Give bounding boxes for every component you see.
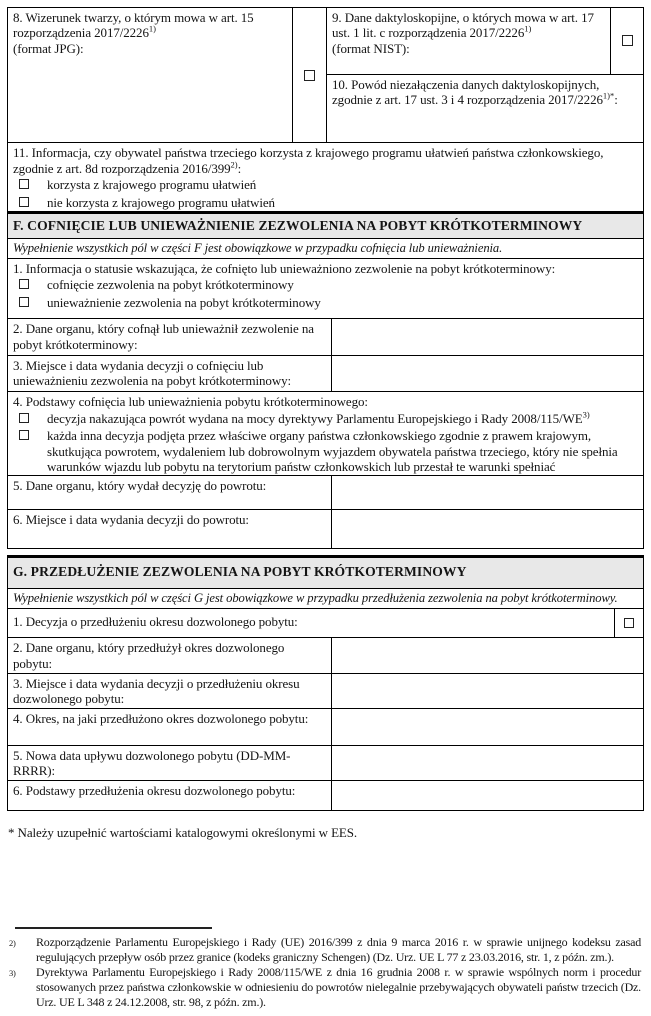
field-g2-text: 2. Dane organu, który przedłużył okres dozwolonego pobytu:	[13, 640, 285, 671]
field-g5-input[interactable]	[332, 746, 643, 781]
row-g1	[7, 608, 644, 639]
option-withdrawal[interactable]	[8, 276, 643, 294]
footnote-3-marker: 3)	[9, 967, 16, 978]
section-f-title: F. COFNIĘCIE LUB UNIEWAŻNIENIE ZEZWOLENIA NA POBYT KRÓTKOTERMINOWY	[13, 217, 583, 233]
field-g1-label	[8, 609, 614, 638]
not-uses-programme-checkbox[interactable]	[19, 197, 29, 207]
field-f5-input[interactable]	[332, 476, 643, 509]
annulment-checkbox[interactable]	[19, 297, 29, 307]
option-label	[47, 411, 590, 427]
field-8-checkbox[interactable]	[304, 70, 315, 81]
field-8-superscript: 1)	[148, 23, 156, 34]
field-f1-text: 1. Informacja o statusie wskazująca, że cofnięto lub unieważniono zezwolenie na pobyt krótkoterminowy:	[13, 260, 556, 276]
section-f-note-text: Wypełnienie wszystkich pól w części F jest obowiązkowe w przypadku cofnięcia lub unieważnienia.	[13, 240, 503, 255]
field-g4-label	[8, 709, 332, 745]
section-g-header	[7, 555, 644, 590]
option-other-decision[interactable]	[8, 427, 643, 476]
field-11-text: 11. Informacja, czy obywatel państwa trzeciego korzysta z krajowego programu ułatwień państwa członkowskiego, zgodnie z art. 8d rozporządzenia 2016/399	[13, 145, 604, 176]
field-10-colon: :	[614, 92, 618, 107]
field-f2-text: 2. Dane organu, który cofnął lub unieważnił zezwolenie na pobyt krótkoterminowy:	[13, 321, 314, 352]
field-9-label	[327, 8, 610, 74]
return-decision-checkbox[interactable]	[19, 413, 29, 423]
field-f2-label	[8, 319, 332, 355]
option-uses-facilitation-programme[interactable]	[8, 176, 643, 194]
field-f2-input[interactable]	[332, 319, 643, 355]
footnote-separator	[15, 927, 212, 929]
field-f4-label	[8, 392, 643, 410]
row-g5	[7, 745, 644, 782]
footnote-3-text: Dyrektywa Parlamentu Europejskiego i Rady 2008/115/WE z dnia 16 grudnia 2008 r. w sprawie wspólnych norm i procedur stosowanych przez państwa członkowskie w odniesieniu do powrotów nielegalnie przebywających obywateli państw trzecich (Dz. Urz. UE L 348 z 24.12.2008, str. 98, z późn. zm.).	[36, 964, 641, 1010]
field-10-text: 10. Powód niezałączenia danych daktyloskopijnych, zgodnie z art. 17 ust. 3 i 4 rozporządzenia 2017/2226	[332, 76, 603, 107]
row-f4	[7, 391, 644, 477]
field-g5-label	[8, 746, 332, 781]
field-10-superscript: 1)*	[602, 90, 615, 101]
field-f5-label	[8, 476, 332, 509]
field-11-label	[8, 143, 643, 176]
uses-programme-checkbox[interactable]	[19, 179, 29, 189]
option-label: każda inna decyzja podjęta przez właściwe organy państwa członkowskiego zgodnie z prawem krajowym, skutkująca powrotem, wydaleniem lub dobrowolnym wyjazdem obywatela państwa trzeciego, który nie spełnia warunków wjazdu lub pobytu na terytorium państw członkowskich lub przestał te warunki spełniać	[47, 428, 618, 474]
row-g6	[7, 780, 644, 811]
asterisk-note-text: * Należy uzupełnić wartościami katalogowymi określonymi w EES.	[8, 825, 358, 840]
footnote-3	[9, 965, 644, 1011]
field-8-text: 8. Wizerunek twarzy, o którym mowa w art. 15 rozporządzenia 2017/2226	[13, 9, 254, 40]
field-11-superscript: 2)	[230, 159, 238, 170]
option-label: nie korzysta z krajowego programu ułatwień	[47, 194, 275, 210]
field-g3-label	[8, 674, 332, 709]
field-g6-label	[8, 781, 332, 810]
form-page	[7, 7, 644, 1011]
section-g-note-text: Wypełnienie wszystkich pól w części G jest obowiązkowe w przypadku przedłużenia zezwolenia na pobyt krótkoterminowy.	[13, 590, 618, 605]
option-superscript: 3)	[582, 409, 590, 420]
row-f3	[7, 355, 644, 393]
option-text: decyzja nakazująca powrót wydana na mocy dyrektywy Parlamentu Europejskiego i Rady 2008/115/WE	[47, 410, 583, 426]
field-f3-text: 3. Miejsce i data wydania decyzji o cofnięciu lub unieważnieniu zezwolenia na pobyt krótkoterminowy:	[13, 357, 292, 388]
section-g-title: G. PRZEDŁUŻENIE ZEZWOLENIA NA POBYT KRÓTKOTERMINOWY	[13, 563, 467, 579]
row-9	[327, 8, 643, 75]
field-f4-text: 4. Podstawy cofnięcia lub unieważnienia pobytu krótkoterminowego:	[13, 394, 368, 409]
section-f-note	[7, 238, 644, 260]
fields-9-10	[327, 8, 643, 143]
option-annulment[interactable]	[8, 294, 643, 312]
option-label: cofnięcie zezwolenia na pobyt krótkoterminowy	[47, 277, 294, 292]
field-f3-label	[8, 356, 332, 392]
field-g3-input[interactable]	[332, 674, 643, 709]
field-f6-input[interactable]	[332, 510, 643, 548]
row-f6	[7, 509, 644, 549]
row-f2	[7, 318, 644, 356]
option-not-uses-facilitation-programme[interactable]	[8, 194, 643, 212]
footnote-2	[9, 935, 644, 965]
field-g3-text: 3. Miejsce i data wydania decyzji o przedłużeniu okresu dozwolonego pobytu:	[13, 675, 300, 706]
field-g4-input[interactable]	[332, 709, 643, 745]
option-label: korzysta z krajowego programu ułatwień	[47, 177, 257, 192]
row-f5	[7, 475, 644, 510]
field-f3-input[interactable]	[332, 356, 643, 392]
field-g2-input[interactable]	[332, 638, 643, 673]
field-f6-label	[8, 510, 332, 548]
field-g1-checkbox[interactable]	[624, 618, 634, 628]
field-8-format: (format JPG):	[13, 40, 84, 56]
row-g2	[7, 637, 644, 674]
footnote-2-text: Rozporządzenie Parlamentu Europejskiego i Rady (UE) 2016/399 z dnia 9 marca 2016 r. w sprawie unijnego kodeksu zasad regulujących przepływ osób przez granice (kodeks graniczny Schengen) (Dz. Urz. UE L 77 z 23.03.2016, str. 1, z późn. zm.).	[36, 934, 641, 964]
field-g5-text: 5. Nowa data upływu dozwolonego pobytu (DD-MM-RRRR):	[13, 747, 291, 778]
withdrawal-checkbox[interactable]	[19, 279, 29, 289]
other-decision-checkbox[interactable]	[19, 430, 29, 440]
field-9-superscript: 1)	[524, 23, 532, 34]
footnotes	[9, 935, 644, 1011]
section-g-note	[7, 588, 644, 610]
field-g6-input[interactable]	[332, 781, 643, 810]
field-9-checkbox[interactable]	[622, 35, 633, 46]
field-9-format: (format NIST):	[332, 40, 410, 56]
field-11-colon: :	[237, 160, 242, 176]
row-biometrics	[7, 7, 644, 144]
field-8-checkbox-cell	[293, 8, 327, 143]
section-f-header	[7, 211, 644, 240]
field-f1-label	[8, 259, 643, 277]
field-g6-text: 6. Podstawy przedłużenia okresu dozwolonego pobytu:	[13, 783, 296, 798]
field-8-label	[8, 8, 293, 143]
field-f6-text: 6. Miejsce i data wydania decyzji do powrotu:	[13, 511, 249, 527]
row-f1	[7, 258, 644, 320]
field-g2-label	[8, 638, 332, 673]
asterisk-note	[8, 825, 644, 841]
row-11	[7, 142, 644, 212]
field-10-label	[327, 75, 643, 143]
option-label: unieważnienie zezwolenia na pobyt krótkoterminowy	[47, 294, 321, 310]
footnote-2-marker: 2)	[9, 937, 16, 948]
field-g4-text: 4. Okres, na jaki przedłużono okres dozwolonego pobytu:	[13, 711, 309, 726]
field-f5-text: 5. Dane organu, który wydał decyzję do powrotu:	[13, 478, 267, 493]
option-return-decision[interactable]	[8, 410, 643, 428]
field-g1-checkbox-cell	[614, 609, 643, 638]
field-9-text: 9. Dane daktyloskopijne, o których mowa w art. 17 ust. 1 lit. c rozporządzenia 2017/2226	[332, 9, 594, 40]
row-g3	[7, 673, 644, 710]
field-9-checkbox-cell	[610, 8, 643, 74]
row-g4	[7, 708, 644, 746]
field-g1-text: 1. Decyzja o przedłużeniu okresu dozwolonego pobytu:	[13, 613, 298, 629]
